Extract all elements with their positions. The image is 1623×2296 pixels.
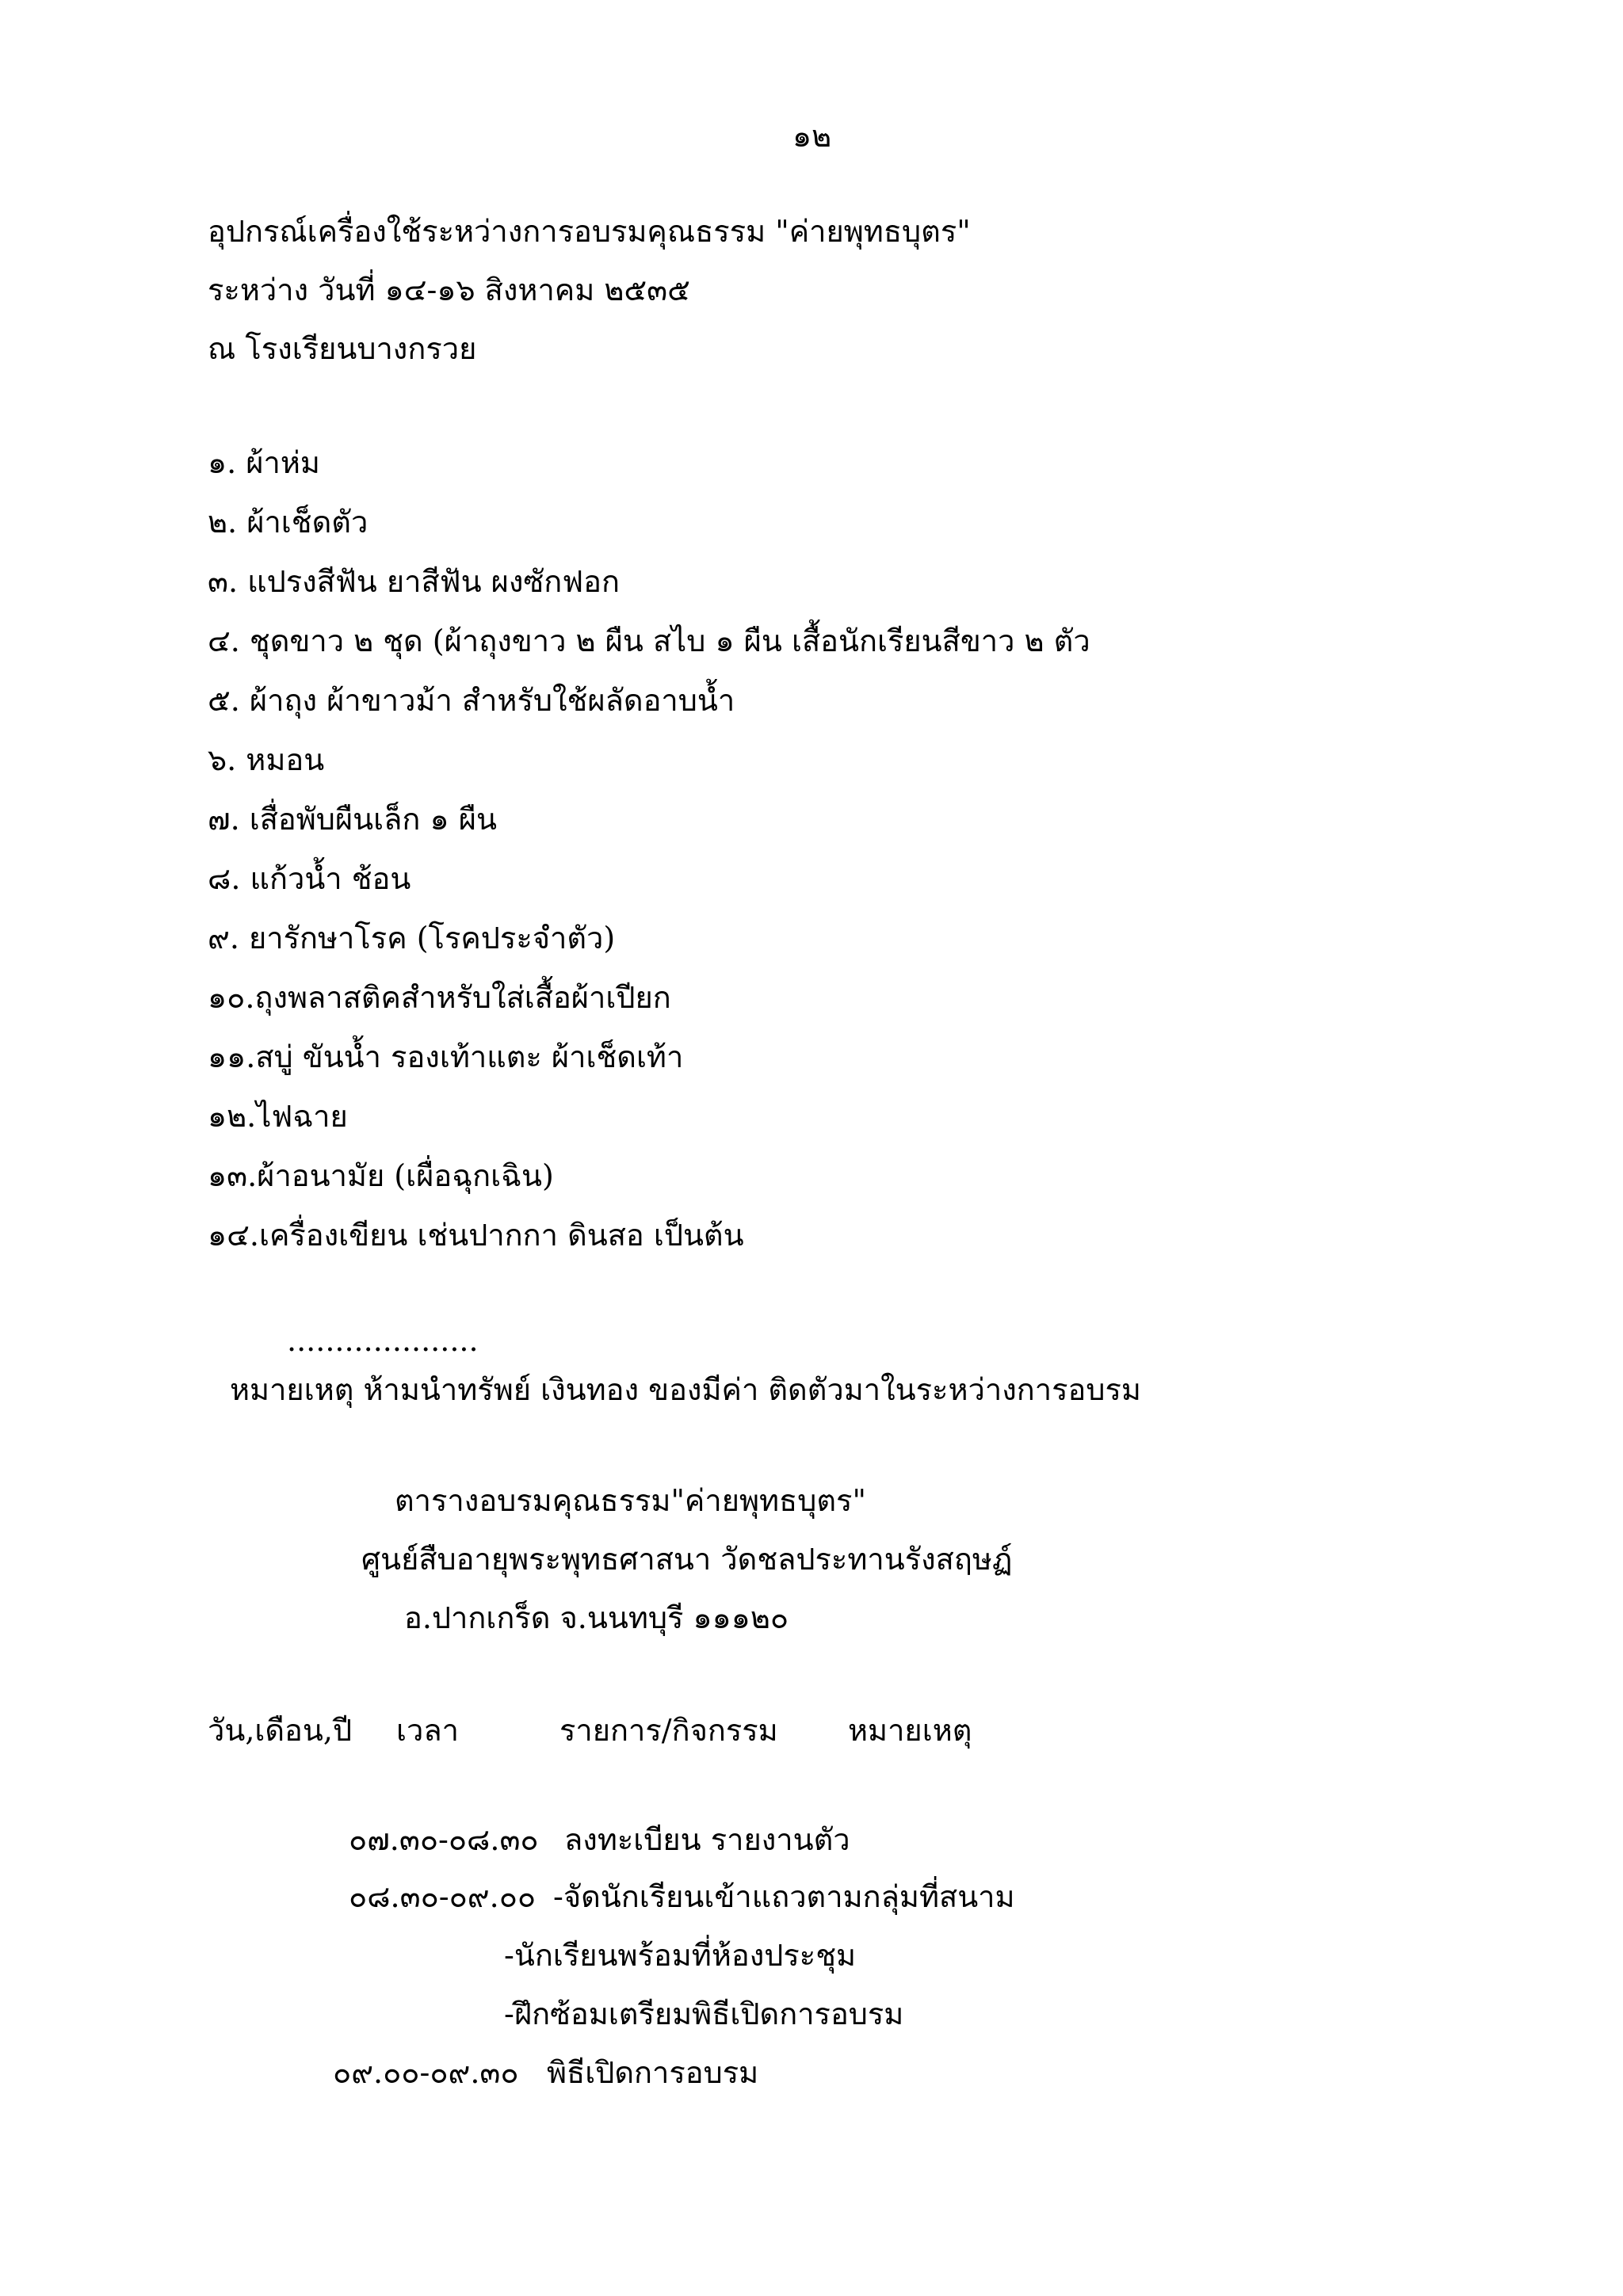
header-title: อุปกรณ์เครื่องใช้ระหว่างการอบรมคุณธรรม "ค่ายพุทธบุตร" (208, 214, 971, 249)
list-item: ๑๑.สบู่ ขันน้ำ รองเท้าแตะ ผ้าเช็ดเท้า (208, 1039, 684, 1074)
schedule-title: ตารางอบรมคุณธรรม"ค่ายพุทธบุตร" (395, 1483, 866, 1518)
list-item: ๔. ชุดขาว ๒ ชุด (ผ้าถุงขาว ๒ ผืน สไบ ๑ ผืน เสื้อนักเรียนสีขาว ๒ ตัว (208, 624, 1090, 658)
list-item: ๓. แปรงสีฟัน ยาสีฟัน ผงซักฟอก (208, 564, 620, 599)
column-header-date: วัน,เดือน,ปี (208, 1713, 353, 1748)
list-item: ๑๔.เครื่องเขียน เช่นปากกา ดินสอ เป็นต้น (208, 1218, 744, 1253)
list-item: ๑. ผ้าห่ม (208, 445, 320, 480)
row-time: ๐๘.๓๐-๐๙.๐๐ (349, 1879, 537, 1914)
list-item: ๖. หมอน (208, 742, 325, 777)
list-item: ๒. ผ้าเช็ดตัว (208, 505, 369, 540)
table-row (349, 1878, 1015, 1916)
row-time: ๐๙.๐๐-๐๙.๓๐ (333, 2055, 519, 2090)
dotted-separator: .................... (287, 1323, 479, 1358)
column-header-remark: หมายเหตุ (848, 1713, 972, 1748)
row-activity: -จัดนักเรียนเข้าแถวตามกลุ่มที่สนาม (553, 1879, 1015, 1914)
schedule-address: อ.ปากเกร็ด จ.นนทบุรี ๑๑๑๒๐ (404, 1600, 789, 1635)
list-item: ๑๓.ผ้าอนามัย (เผื่อฉุกเฉิน) (208, 1158, 554, 1193)
list-item: ๕. ผ้าถุง ผ้าขาวม้า สำหรับใช้ผลัดอาบน้ำ (208, 683, 735, 718)
row-time: ๐๗.๓๐-๐๘.๓๐ (349, 1822, 539, 1857)
header-location: ณ โรงเรียนบางกรวย (208, 331, 477, 366)
row-activity: -นักเรียนพร้อมที่ห้องประชุม (504, 1938, 857, 1973)
list-item: ๑๐.ถุงพลาสติคสำหรับใส่เสื้อผ้าเปียก (208, 980, 671, 1015)
header-dates: ระหว่าง วันที่ ๑๔-๑๖ สิงหาคม ๒๕๓๕ (208, 273, 690, 307)
column-header-time: เวลา (396, 1713, 459, 1748)
list-item: ๑๒.ไฟฉาย (208, 1099, 348, 1134)
row-activity: -ฝึกซ้อมเตรียมพิธีเปิดการอบรม (504, 1997, 904, 2031)
row-activity: ลงทะเบียน รายงานตัว (564, 1822, 850, 1857)
table-row (504, 1936, 856, 1974)
table-row (349, 1821, 850, 1859)
list-item: ๙. ยารักษาโรค (โรคประจำตัว) (208, 921, 616, 955)
schedule-organizer: ศูนย์สืบอายุพระพุทธศาสนา วัดชลประทานรังสฤษฏ์ (361, 1542, 1013, 1577)
list-item: ๗. เสื่อพับผืนเล็ก ๑ ผืน (208, 802, 497, 837)
row-activity: พิธีเปิดการอบรม (547, 2055, 759, 2090)
note-text: หมายเหตุ ห้ามนำทรัพย์ เงินทอง ของมีค่า ติดตัวมาในระหว่างการอบรม (230, 1372, 1141, 1407)
table-row (504, 1995, 903, 2033)
page-number: ๑๒ (792, 119, 832, 154)
column-header-activity: รายการ/กิจกรรม (559, 1713, 778, 1748)
list-item: ๘. แก้วน้ำ ช้อน (208, 861, 411, 896)
table-row (333, 2054, 758, 2092)
